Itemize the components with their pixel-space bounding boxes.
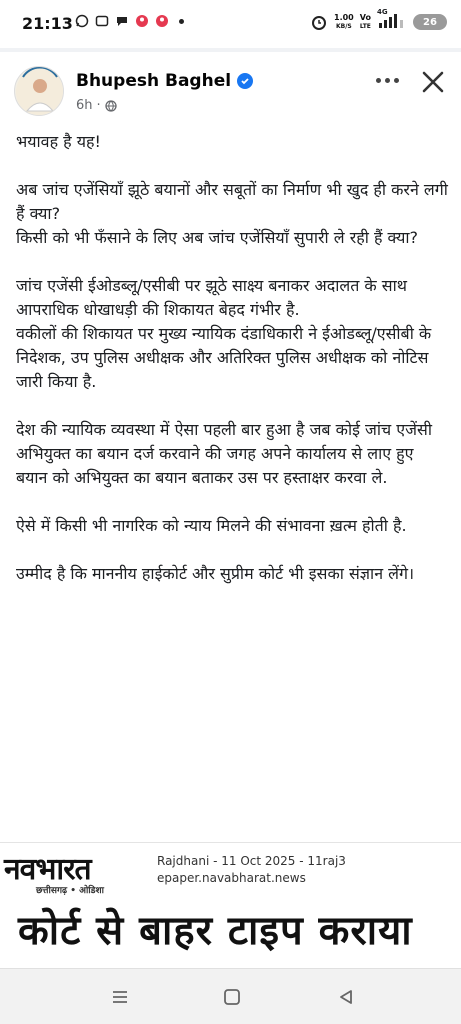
- volte-indicator: [360, 13, 371, 31]
- notification-icons: [75, 14, 184, 28]
- newspaper-region: छत्तीसगढ़ • ओडिशा: [36, 886, 104, 896]
- status-bar: [0, 0, 461, 48]
- more-notifications-dot: [179, 19, 184, 24]
- post-paragraph: जांच एजेंसी ईओडब्लू/एसीबी पर झूठे साक्ष्य बनाकर अदालत के साथ आपराधिक धोखाधड़ी की शिकायत बेहद गंभीर है. वकीलों की शिकायत पर मुख्य न्यायिक दंडाधिकारी ने ईओडब्लू/एसीबी के निदेशक, उप पुलिस अधीक्षक और अतिरिक्त पुलिस अधीक्षक को नोटिस जारी किया है.: [16, 276, 432, 391]
- post-paragraph: उम्मीद है कि माननीय हाईकोर्ट और सुप्रीम कोर्ट भी इसका संज्ञान लेंगे।: [16, 564, 415, 583]
- post-paragraph: अब जांच एजेंसियाँ झूठे बयानों और सबूतों का निर्माण भी खुद ही करने लगी हैं क्या? किसी को भी फँसाने के लिए अब जांच एजेंसियाँ सुपारी ले रही हैं क्या?: [16, 180, 448, 247]
- post-time[interactable]: 6h: [76, 98, 93, 113]
- back-triangle-icon: [337, 988, 355, 1006]
- more-options-button[interactable]: [376, 78, 399, 83]
- system-indicators: [310, 8, 447, 32]
- close-icon[interactable]: [419, 68, 447, 96]
- post-meta: [76, 98, 117, 113]
- system-navigation-bar: [0, 968, 461, 1024]
- home-button[interactable]: [218, 983, 246, 1011]
- divider: [0, 48, 461, 52]
- post-paragraph: देश की न्यायिक व्यवस्था में ऐसा पहली बार हुआ है जब कोई जांच एजेंसी अभियुक्त का बयान दर्ज करवाने की जगह अपने कार्यालय से लाए हुए बयान को अभियुक्त का बयान बताकर उस पर हस्ताक्षर करवा ले.: [16, 420, 432, 487]
- back-button[interactable]: [332, 983, 360, 1011]
- author-name[interactable]: Bhupesh Baghel: [76, 71, 232, 91]
- home-square-icon: [223, 988, 241, 1006]
- newspaper-edition-info: [157, 853, 346, 887]
- signal-indicator: [377, 8, 407, 32]
- network-speed: [334, 13, 354, 31]
- whatsapp-icon: [75, 14, 89, 28]
- newspaper-logo: नवभारत: [4, 852, 91, 887]
- meta-separator: ·: [96, 98, 101, 113]
- speed-unit: KB/S: [336, 23, 352, 30]
- dot: [394, 78, 399, 83]
- avatar[interactable]: [14, 66, 64, 116]
- status-time: 21:13: [22, 14, 73, 33]
- dot: [385, 78, 390, 83]
- gallery-icon: [95, 14, 109, 28]
- volte-bottom: LTE: [359, 23, 371, 30]
- app-notification-icon: [135, 14, 149, 28]
- post-text: [16, 130, 448, 610]
- message-icon: [115, 14, 129, 28]
- post-paragraph: ऐसे में किसी भी नागरिक को न्याय मिलने की संभावना ख़त्म होती है.: [16, 516, 407, 535]
- speed-value: 1.00: [334, 13, 354, 22]
- newspaper-headline: कोर्ट से बाहर टाइप कराया: [18, 908, 413, 954]
- battery-indicator: 26: [413, 14, 447, 30]
- newspaper-edition: Rajdhani - 11 Oct 2025 - 11raj3: [157, 854, 346, 868]
- verified-badge-icon: [237, 73, 253, 89]
- post-image[interactable]: [0, 842, 461, 968]
- app-notification-icon: [155, 14, 169, 28]
- profile-photo-icon: [15, 67, 64, 116]
- globe-icon: [105, 100, 117, 112]
- post-paragraph: भयावह है यह!: [16, 132, 101, 151]
- menu-icon: [111, 989, 129, 1005]
- post-header: [0, 56, 461, 116]
- network-type: 4G: [377, 8, 388, 16]
- newspaper-site: epaper.navabharat.news: [157, 871, 306, 885]
- alarm-icon: [310, 14, 328, 30]
- author-name-row[interactable]: [76, 71, 253, 91]
- recent-apps-button[interactable]: [106, 983, 134, 1011]
- volte-top: Vo: [359, 13, 371, 22]
- dot: [376, 78, 381, 83]
